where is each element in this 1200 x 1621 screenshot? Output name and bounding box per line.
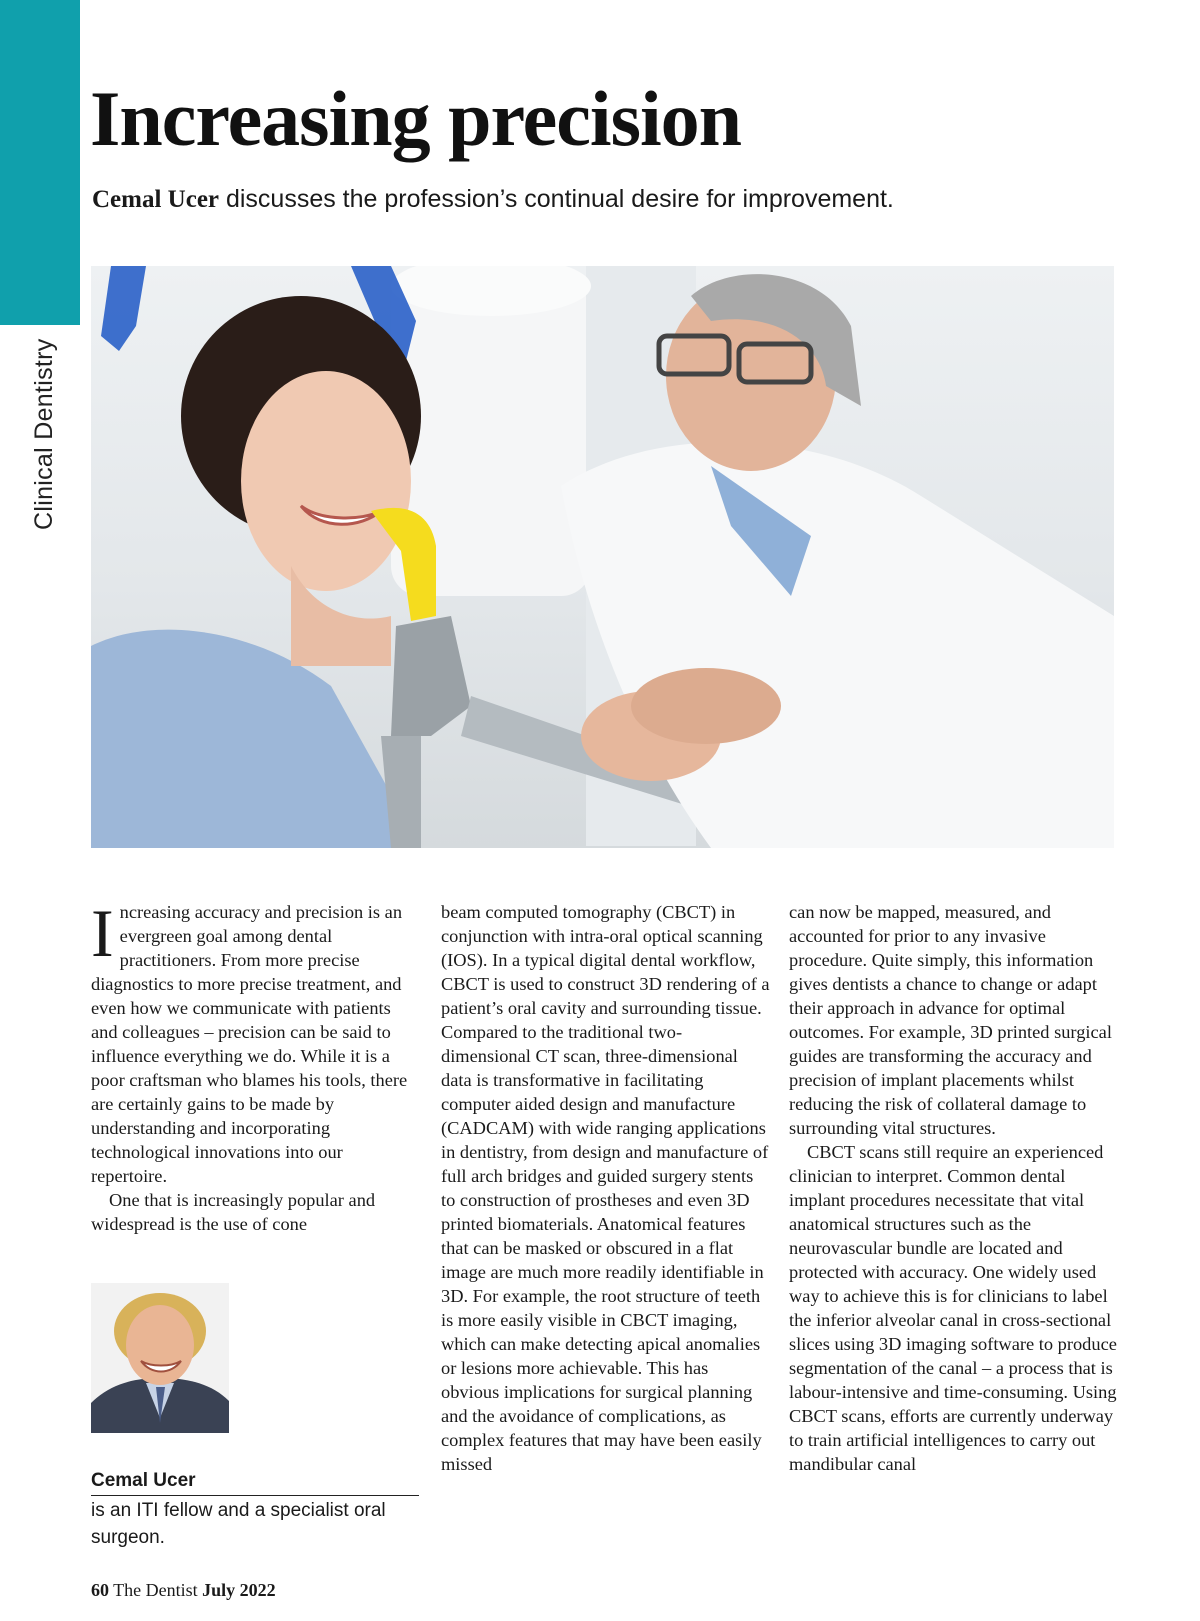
article-column-3 xyxy=(789,900,1119,1476)
page-title: Increasing precision xyxy=(90,75,741,162)
author-portrait xyxy=(91,1283,229,1433)
publication-name: The Dentist xyxy=(109,1580,203,1600)
page-number: 60 xyxy=(91,1580,109,1600)
dental-scan-illustration xyxy=(91,266,1114,848)
page-footer xyxy=(91,1580,276,1601)
standfirst-text: discusses the profession’s continual desire for improvement. xyxy=(219,185,894,213)
section-color-bar xyxy=(0,0,80,325)
author-photo xyxy=(91,1283,229,1433)
article-column-2 xyxy=(441,900,771,1476)
section-label: Clinical Dentistry xyxy=(30,338,58,530)
drop-cap: I xyxy=(91,895,114,971)
hero-photo xyxy=(91,266,1114,848)
article-paragraph: beam computed tomography (CBCT) in conjunction with intra-oral optical scanning (IOS). In a typical digital dental workflow, CBCT is used to construct 3D rendering of a patient’s oral cavity and surrounding tissue. Compared to the traditional two-dimensional CT scan, three-dimensional data is transformative in facilitating computer aided design and manufacture (CADCAM) with wide ranging applications in dentistry, from design and manufacture of full arch bridges and guided surgery stents to construction of prostheses and even 3D printed biomaterials. Anatomical features that can be masked or obscured in a flat image are much more readily identifiable in 3D. For example, the root structure of teeth is more easily visible in CBCT imaging, which can make detecting apical anomalies or lesions more achievable. This has obvious implications for surgical planning and the avoidance of complications, as complex features that may have been easily missed xyxy=(441,902,770,1474)
issue-date: July 2022 xyxy=(202,1580,276,1600)
article-paragraph: can now be mapped, measured, and accounted for prior to any invasive procedure. Quite simply, this information gives dentists a chance to change or adapt their approach in advance for optimal outcomes. For example, 3D printed surgical guides are transforming the accuracy and precision of implant placements whilst reducing the risk of collateral damage to surrounding vital structures. xyxy=(789,902,1112,1138)
standfirst xyxy=(92,185,894,214)
author-name: Cemal Ucer xyxy=(91,1470,419,1496)
article-paragraph: One that is increasingly popular and widespread is the use of cone xyxy=(91,1190,376,1234)
standfirst-author: Cemal Ucer xyxy=(92,186,220,213)
article-column-1 xyxy=(91,895,421,1236)
author-bio: is an ITI fellow and a specialist oral surgeon. xyxy=(91,1500,386,1548)
article-paragraph: ncreasing accuracy and precision is an evergreen goal among dental practitioners. From more precise diagnostics to more precise treatment, and even how we communicate with patients and colleagues – precision can be said to influence everything we do. While it is a poor craftsman who blames his tools, there are certainly gains to be made by understanding and incorporating technological innovations into our repertoire. xyxy=(91,902,408,1186)
article-paragraph: CBCT scans still require an experienced clinician to interpret. Common dental implant procedures necessitate that vital anatomical structures such as the neurovascular bundle are located and protected with accuracy. One widely used way to achieve this is for clinicians to label the inferior alveolar canal in cross-sectional slices using 3D imaging software to produce segmentation of the canal – a process that is labour-intensive and time-consuming. Using CBCT scans, efforts are currently underway to train artificial intelligences to carry out mandibular canal xyxy=(789,1142,1117,1474)
